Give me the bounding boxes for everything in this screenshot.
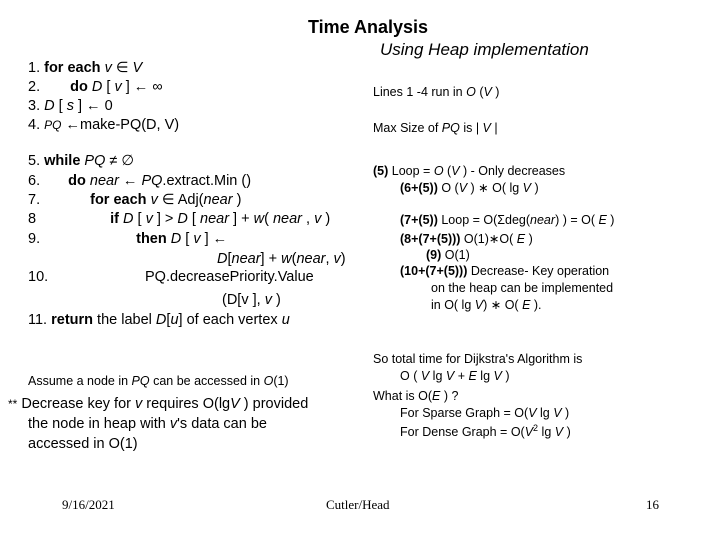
line-number: 4. (28, 117, 41, 133)
note-op-7: (7+(5)) Loop = O(Σdeg(near) ) = O( E ) (400, 213, 615, 227)
algo-line-9-cont: D[near] + w(near, v) (217, 251, 346, 267)
line-number: 6. (28, 173, 41, 189)
decrease-key-line2: the node in heap with v's data can be (28, 416, 267, 432)
algo-line-3: 3. D [ s ] ← 0 (28, 98, 113, 114)
algo-line-8: 8 if D [ v ] > D [ near ] + w( near , v ) (28, 211, 331, 227)
algo-line-2: 2. do D [ v ] ← ∞ (28, 79, 163, 95)
algo-line-10-text: PQ.decreasePriority.Value (145, 269, 314, 285)
line-number: 11. (28, 312, 48, 328)
slide-title: Time Analysis (308, 17, 429, 37)
note-op-10-line3: in O( lg V) ∗ O( E ). (431, 298, 542, 312)
line-number: 7. (28, 192, 41, 208)
note-total-line1: So total time for Dijkstra's Algorithm is (373, 352, 583, 366)
note-loop-5: (5) Loop = O (V ) - Only decreases (373, 164, 566, 178)
footer-page-number: 16 (646, 497, 659, 512)
note-op-9: (9) O(1) (426, 248, 470, 262)
note-sparse: For Sparse Graph = O(V lg V ) (400, 406, 570, 420)
algo-line-10 (28, 268, 48, 287)
decrease-key-note (8, 394, 308, 454)
note-lines-1-4: Lines 1 -4 run in O (V ) (373, 85, 500, 99)
line-number: 1. (28, 60, 41, 76)
algo-line-7: 7. for each v ∈ Adj(near ) (28, 192, 242, 208)
note-op-10: (10+(7+(5))) Decrease- Key operation (400, 264, 610, 278)
assumption-note: Assume a node in PQ can be accessed in O(1) (28, 374, 289, 388)
note-what-is: What is O(E ) ? (373, 389, 459, 403)
algo-line-10-cont: (D[v ], v ) (222, 292, 281, 308)
algo-line-1: 1. for each v ∈ V (28, 60, 143, 76)
decrease-key-line3: accessed in O(1) (28, 436, 138, 452)
line-number: 5. (28, 153, 41, 169)
algo-line-11: 11. return the label D[u] of each vertex u (28, 312, 290, 328)
note-op-8: (8+(7+(5))) O(1)∗O( E ) (400, 232, 533, 246)
line-number: 10. (28, 269, 49, 285)
line-number: 3. (28, 98, 41, 114)
note-total-line2: O ( V lg V + E lg V ) (400, 369, 510, 383)
algo-line-6: 6. do near ← PQ.extract.Min () (28, 173, 252, 189)
line-number: 9. (28, 231, 41, 247)
note-max-size: Max Size of PQ is | V | (373, 121, 498, 135)
note-dense: For Dense Graph = $O(V^2$ lg V ) (400, 423, 571, 440)
slide-subtitle: Using Heap implementation (380, 40, 589, 59)
decrease-key-line1: ** Decrease key for v requires O(lgV ) provided (8, 396, 309, 412)
line-number: 2. (28, 79, 41, 95)
algo-line-9: 9. then D [ v ] ← (28, 231, 228, 247)
footer-date: 9/16/2021 (62, 497, 115, 512)
note-op-10-line2: on the heap can be implemented (431, 281, 614, 295)
footer-author: Cutler/Head (326, 497, 390, 512)
algo-line-5: 5. while PQ ≠ ∅ (28, 153, 135, 169)
note-op-6: (6+(5)) O (V ) ∗ O( lg V ) (400, 181, 539, 195)
line-number: 8 (28, 211, 37, 227)
algo-line-4: 4. PQ ←make-PQ(D, V) (28, 117, 180, 133)
